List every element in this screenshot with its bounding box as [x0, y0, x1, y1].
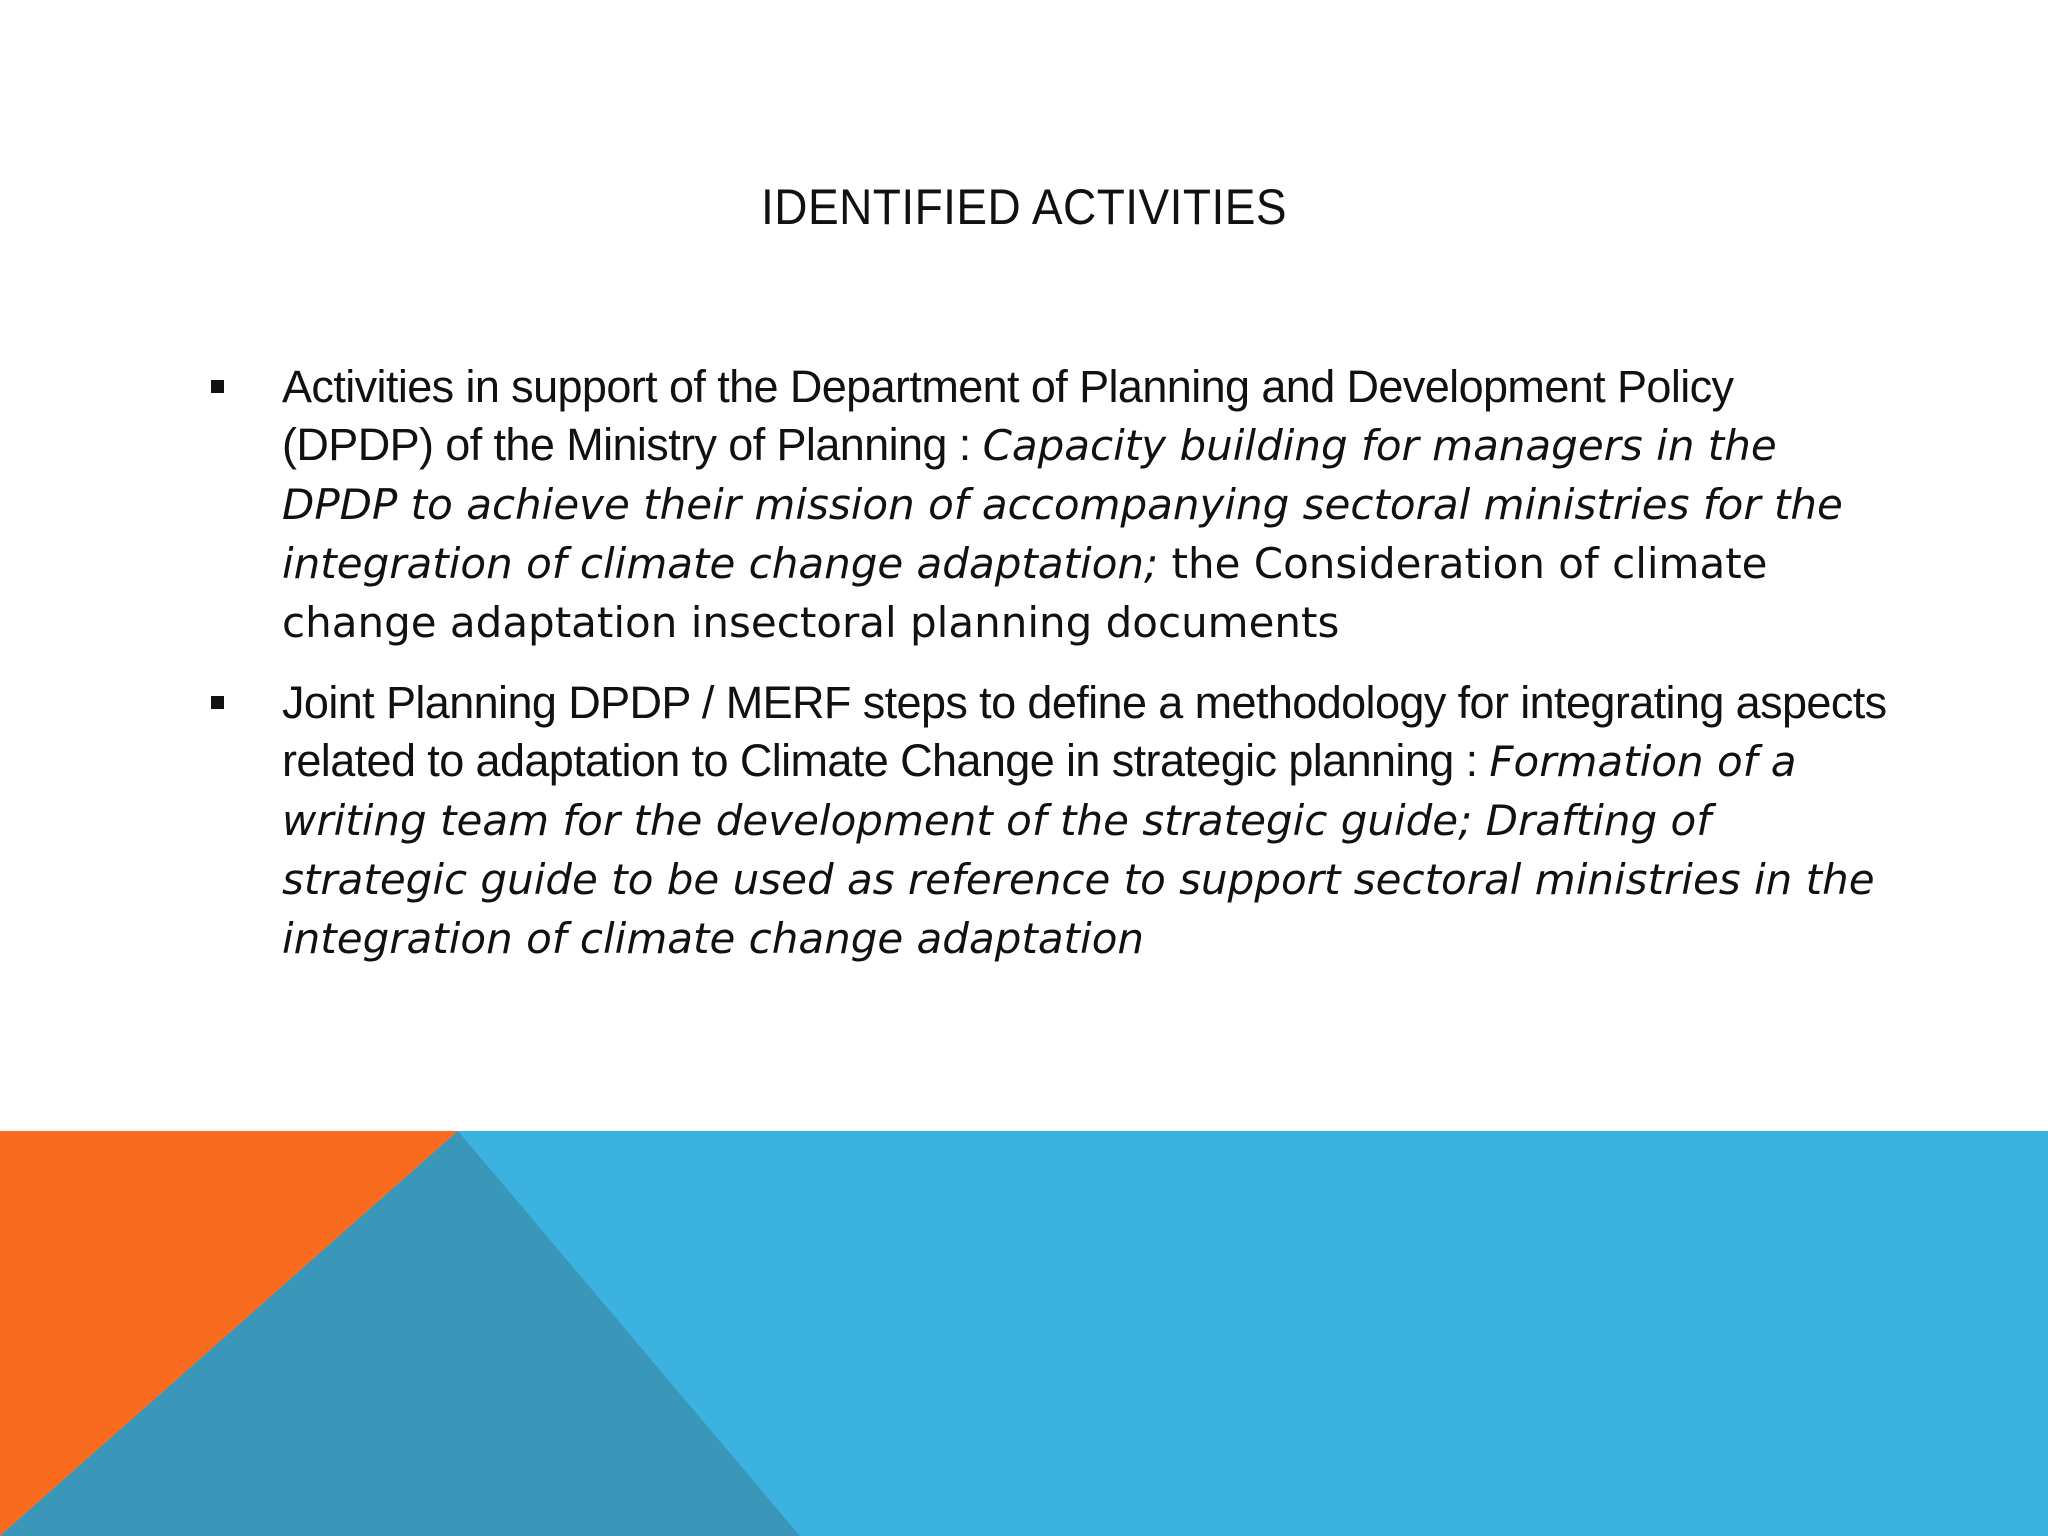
bullet-list [205, 358, 1895, 990]
bullet-2-italic-description: Formation of a writing team for the development of the strategic guide; Drafting of strategic guide to be used as reference to support sectoral ministries in the integration of climate change adaptation [282, 737, 1875, 963]
bullet-1-lead: Activities in support of the Department of Planning and Development Policy (DPDP) of the Ministry of Planning : [282, 361, 1734, 470]
square-bullet-icon [211, 380, 224, 393]
bullet-2-lead: Joint Planning DPDP / MERF steps to define a methodology for integrating aspects related to adaptation to Climate Change in strategic planning : [282, 677, 1887, 786]
slide-title: IDENTIFIED ACTIVITIES [761, 179, 1287, 235]
bullet-1-regular-description: the Consideration of climate change adaptation insectoral planning documents [282, 539, 1768, 647]
bullet-item-1 [205, 358, 1895, 652]
bullet-item-2 [205, 674, 1895, 968]
square-bullet-icon [211, 696, 224, 709]
bullet-1-italic-description: Capacity building for managers in the DPDP to achieve their mission of accompanying sectoral ministries for the integration of climate change adaptation; [282, 421, 1843, 588]
decorative-footer [0, 1131, 2048, 1536]
